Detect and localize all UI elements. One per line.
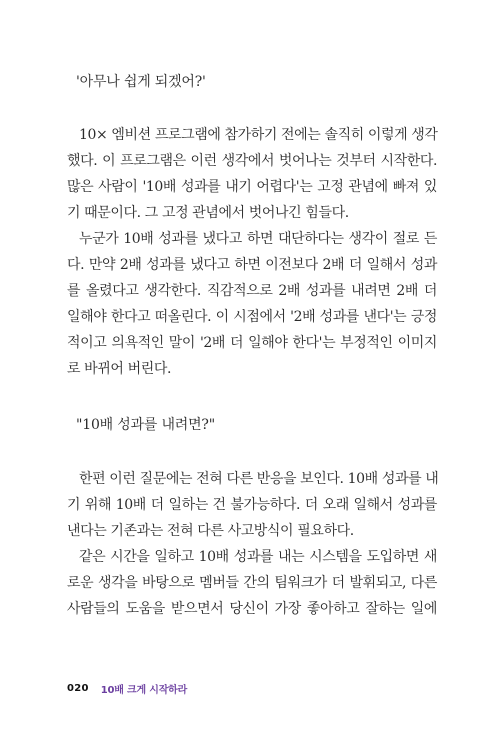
- quote-heading-2: "10배 성과를 내려면?": [76, 417, 215, 433]
- text-line: 기 위해 10배 더 일하는 건 불가능하다. 더 오래 일해서 성과를: [67, 497, 437, 513]
- page-number: 020: [67, 683, 89, 694]
- paragraph-1: [67, 122, 437, 382]
- text-line: 로운 생각을 바탕으로 멤버들 간의 팀워크가 더 발휘되고, 다른: [67, 575, 437, 591]
- text-line: 했다. 이 프로그램은 이런 생각에서 벗어나는 것부터 시작한다.: [67, 153, 437, 169]
- text-line: 로 바뀌어 버린다.: [67, 361, 172, 377]
- text-line: 누군가 10배 성과를 냈다고 하면 대단하다는 생각이 절로 든: [79, 231, 437, 247]
- running-title: 10배 크게 시작하라: [100, 685, 188, 696]
- text-line: 많은 사람이 '10배 성과를 내기 어렵다'는 고정 관념에 빠져 있: [67, 179, 437, 195]
- text-line: 일해야 한다고 떠올린다. 이 시점에서 '2배 성과를 낸다'는 긍정: [67, 309, 437, 325]
- text-line: 다. 만약 2배 성과를 냈다고 하면 이전보다 2배 더 일해서 성과: [67, 257, 437, 273]
- page-footer: [67, 681, 187, 696]
- text-line: 같은 시간을 일하고 10배 성과를 내는 시스템을 도입하면 새: [79, 549, 437, 565]
- text-line: 한편 이런 질문에는 전혀 다른 반응을 보인다. 10배 성과를 내: [79, 471, 439, 487]
- text-line: 10× 엠비션 프로그램에 참가하기 전에는 솔직히 이렇게 생각: [79, 127, 438, 143]
- text-line: 기 때문이다. 그 고정 관념에서 벗어나긴 힘들다.: [67, 205, 349, 221]
- text-line: 사람들의 도움을 받으면서 당신이 가장 좋아하고 잘하는 일에: [67, 601, 437, 617]
- text-line: 낸다는 기존과는 전혀 다른 사고방식이 필요하다.: [67, 523, 354, 539]
- text-line: 를 올렸다고 생각한다. 직감적으로 2배 성과를 내려면 2배 더: [67, 283, 437, 299]
- quote-heading-1: '아무나 쉽게 되겠어?': [76, 74, 206, 90]
- paragraph-2: [67, 466, 437, 622]
- text-line: 적이고 의욕적인 말이 '2배 더 일해야 한다'는 부정적인 이미지: [67, 335, 437, 351]
